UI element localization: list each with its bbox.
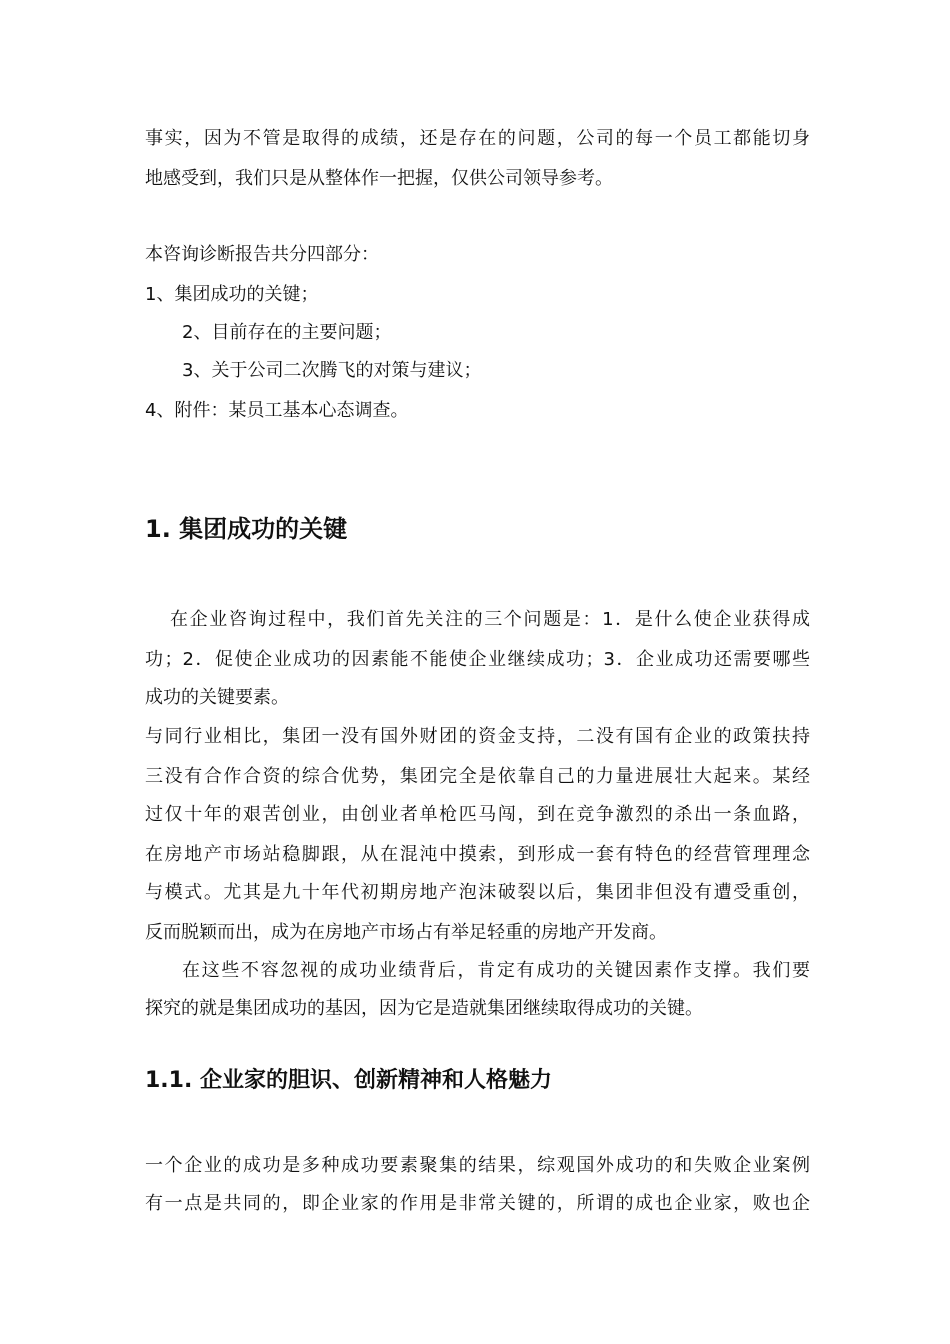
subsection-heading: 1.1. 企业家的胆识、创新精神和人格魅力: [145, 1068, 552, 1093]
paragraph-line: 与同行业相比，集团一没有国外财团的资金支持，二没有国有企业的政策扶持: [145, 726, 810, 747]
paragraph-line: 在房地产市场站稳脚跟，从在混沌中摸索，到形成一套有特色的经营管理理念: [145, 844, 810, 865]
paragraph-line: 过仅十年的艰苦创业，由创业者单枪匹马闯，到在竞争激烈的杀出一条血路，: [145, 804, 810, 825]
toc-intro: 本咨询诊断报告共分四部分：: [145, 244, 379, 265]
paragraph-line: 功；2．促使企业成功的因素能不能使企业继续成功；3．企业成功还需要哪些: [145, 649, 810, 670]
toc-item: 3、关于公司二次腾飞的对策与建议；: [182, 360, 482, 381]
paragraph-line: 三没有合作合资的综合优势，集团完全是依靠自己的力量进展壮大起来。某经: [145, 766, 810, 787]
paragraph-line: 成功的关键要素。: [145, 687, 289, 708]
paragraph-line: 一个企业的成功是多种成功要素聚集的结果，综观国外成功的和失败企业案例: [145, 1155, 810, 1176]
paragraph-line: 与模式。尤其是九十年代初期房地产泡沫破裂以后，集团非但没有遭受重创，: [145, 882, 810, 903]
toc-item: 2、目前存在的主要问题；: [182, 322, 392, 343]
toc-item: 4、附件：某员工基本心态调查。: [145, 400, 409, 421]
paragraph-line: 事实，因为不管是取得的成绩，还是存在的问题，公司的每一个员工都能切身: [145, 128, 810, 149]
paragraph-line: 在这些不容忽视的成功业绩背后，肯定有成功的关键因素作支撑。我们要: [182, 960, 810, 981]
section-heading: 1. 集团成功的关键: [145, 515, 348, 543]
paragraph-line: 反而脱颖而出，成为在房地产市场占有举足轻重的房地产开发商。: [145, 922, 667, 943]
paragraph-line: 有一点是共同的，即企业家的作用是非常关键的，所谓的成也企业家，败也企: [145, 1193, 810, 1214]
paragraph-line: 探究的就是集团成功的基因，因为它是造就集团继续取得成功的关键。: [145, 998, 703, 1019]
paragraph-line: 地感受到，我们只是从整体作一把握，仅供公司领导参考。: [145, 168, 613, 189]
paragraph-line: 在企业咨询过程中，我们首先关注的三个问题是：1．是什么使企业获得成: [170, 609, 810, 630]
toc-item: 1、集团成功的关键；: [145, 284, 319, 305]
